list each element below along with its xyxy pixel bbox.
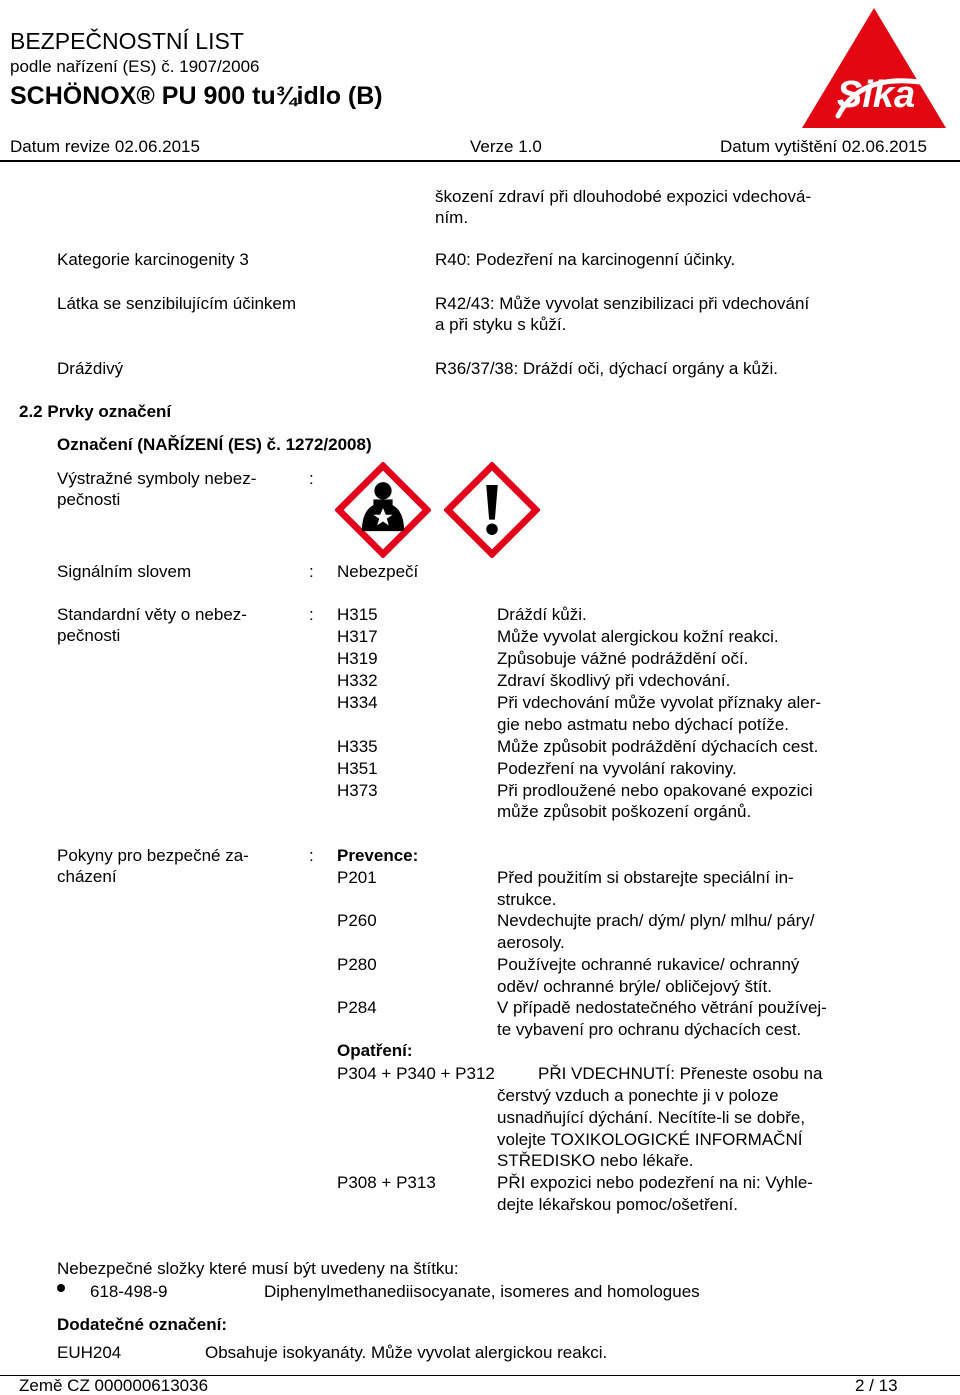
prevention-heading: Prevence: <box>337 846 419 865</box>
symbols-label: Výstražné symboly nebez- <box>57 469 257 488</box>
classification-text: R36/37/38: Dráždí oči, dýchací orgány a kůži. <box>435 359 779 378</box>
precaution-text: V případě nedostatečného větrání používej- <box>497 998 827 1017</box>
hazard-code: H335 <box>337 737 378 756</box>
precaution-text: usnadňující dýchání. Necítíte-li se dobře, <box>497 1108 806 1127</box>
bullet-icon <box>57 1284 65 1292</box>
precaution-text: čerstvý vzduch a ponechte ji v poloze <box>497 1086 779 1105</box>
section-subheading: Označení (NAŘÍZENÍ (ES) č. 1272/2008) <box>57 435 372 454</box>
hazard-code: H351 <box>337 759 378 778</box>
hazard-colon: : <box>309 605 314 624</box>
classification-text: a při styku s kůží. <box>435 315 567 334</box>
precaution-text: STŘEDISKO nebo lékaře. <box>497 1151 694 1170</box>
hazard-label: Standardní věty o nebez- <box>57 605 247 624</box>
health-hazard-pictogram <box>335 462 431 558</box>
precaution-text: PŘI VDECHNUTÍ: Přeneste osobu na <box>538 1064 823 1083</box>
precaution-text: PŘI expozici nebo podezření na ni: Vyhle- <box>497 1173 813 1192</box>
precaution-text: volejte TOXIKOLOGICKÉ INFORMAČNÍ <box>497 1130 803 1149</box>
precaution-text: Před použitím si obstarejte speciální in- <box>497 868 794 887</box>
components-heading: Nebezpečné složky které musí být uvedeny na štítku: <box>57 1259 459 1278</box>
precaution-text: strukce. <box>497 890 557 909</box>
document-title: BEZPEČNOSTNÍ LIST <box>10 28 244 54</box>
classification-label: Látka se senzibilujícím účinkem <box>57 294 297 313</box>
hazard-code: H315 <box>337 605 378 624</box>
precaution-colon: : <box>309 846 314 865</box>
header-divider <box>0 160 960 162</box>
precaution-code: P201 <box>337 868 377 887</box>
precaution-text: aerosoly. <box>497 933 565 952</box>
classification-text: R42/43: Může vyvolat senzibilizaci při vdechování <box>435 294 810 313</box>
regulation-reference: podle nařízení (ES) č. 1907/2006 <box>10 57 260 76</box>
hazard-label: pečnosti <box>57 626 121 645</box>
hazard-text: Může způsobit podráždění dýchacích cest. <box>497 737 819 756</box>
precaution-text: te vybavení pro ochranu dýchacích cest. <box>497 1020 802 1039</box>
logo-text: Sika <box>836 74 916 116</box>
precaution-code: P308 + P313 <box>337 1173 436 1192</box>
hazard-text: Při prodloužené nebo opakované expozici <box>497 781 813 800</box>
revision-date: Datum revize 02.06.2015 <box>10 137 200 156</box>
print-date: Datum vytištění 02.06.2015 <box>720 137 927 156</box>
classification-label: Dráždivý <box>57 359 124 378</box>
hazard-text: Způsobuje vážné podráždění očí. <box>497 649 749 668</box>
precaution-text: Nevdechujte prach/ dým/ plyn/ mlhu/ páry/ <box>497 911 815 930</box>
precaution-text: Používejte ochranné rukavice/ ochranný <box>497 955 800 974</box>
version: Verze 1.0 <box>470 137 542 156</box>
carry-text-line: škození zdraví při dlouhodobé expozici vdechová- <box>435 187 812 206</box>
supplemental-text: Obsahuje isokyanáty. Může vyvolat alergickou reakci. <box>205 1343 608 1362</box>
hazard-text: Zdraví škodlivý při vdechování. <box>497 671 731 690</box>
carry-text-line: ním. <box>435 208 469 227</box>
page-number: 2 / 13 <box>855 1376 898 1395</box>
supplemental-code: EUH204 <box>57 1343 122 1362</box>
hazard-text: Dráždí kůži. <box>497 605 587 624</box>
precaution-code: P260 <box>337 911 377 930</box>
symbols-label: pečnosti <box>57 490 121 509</box>
symbols-colon: : <box>309 469 314 488</box>
hazard-text: Může vyvolat alergickou kožní reakci. <box>497 627 779 646</box>
signal-word-label: Signálním slovem <box>57 562 192 581</box>
component-cas: 618-498-9 <box>90 1282 168 1301</box>
classification-label: Kategorie karcinogenity 3 <box>57 250 249 269</box>
hazard-text: Při vdechování může vyvolat příznaky aler- <box>497 693 822 712</box>
component-name: Diphenylmethanediisocyanate, isomeres and homologues <box>264 1282 700 1301</box>
signal-word-value: Nebezpečí <box>337 562 419 581</box>
precaution-code: P304 + P340 + P312 <box>337 1064 495 1083</box>
precaution-text: dejte lékařskou pomoc/ošetření. <box>497 1195 738 1214</box>
hazard-code: H317 <box>337 627 378 646</box>
signal-word-colon: : <box>309 562 314 581</box>
precaution-text: oděv/ ochranné brýle/ obličejový štít. <box>497 977 772 996</box>
precaution-code: P280 <box>337 955 377 974</box>
hazard-code: H373 <box>337 781 378 800</box>
precaution-label: Pokyny pro bezpečné za- <box>57 846 249 865</box>
product-name: SCHÖNOX® PU 900 tu¾idlo (B) <box>10 82 383 110</box>
hazard-code: H332 <box>337 671 378 690</box>
hazard-code: H334 <box>337 693 378 712</box>
exclamation-mark-pictogram <box>444 462 540 558</box>
footer-country: Země CZ 000000613036 <box>19 1376 209 1395</box>
response-heading: Opatření: <box>337 1041 413 1060</box>
precaution-label: cházení <box>57 867 117 886</box>
precaution-code: P284 <box>337 998 377 1017</box>
hazard-code: H319 <box>337 649 378 668</box>
hazard-text: může způsobit poškození orgánů. <box>497 802 752 821</box>
hazard-text: Podezření na vyvolání rakoviny. <box>497 759 737 778</box>
section-heading: 2.2 Prvky označení <box>19 402 172 421</box>
hazard-text: gie nebo astmatu nebo dýchací potíže. <box>497 715 790 734</box>
supplemental-heading: Dodatečné označení: <box>57 1315 228 1334</box>
classification-text: R40: Podezření na karcinogenní účinky. <box>435 250 736 269</box>
sika-logo <box>798 4 950 132</box>
